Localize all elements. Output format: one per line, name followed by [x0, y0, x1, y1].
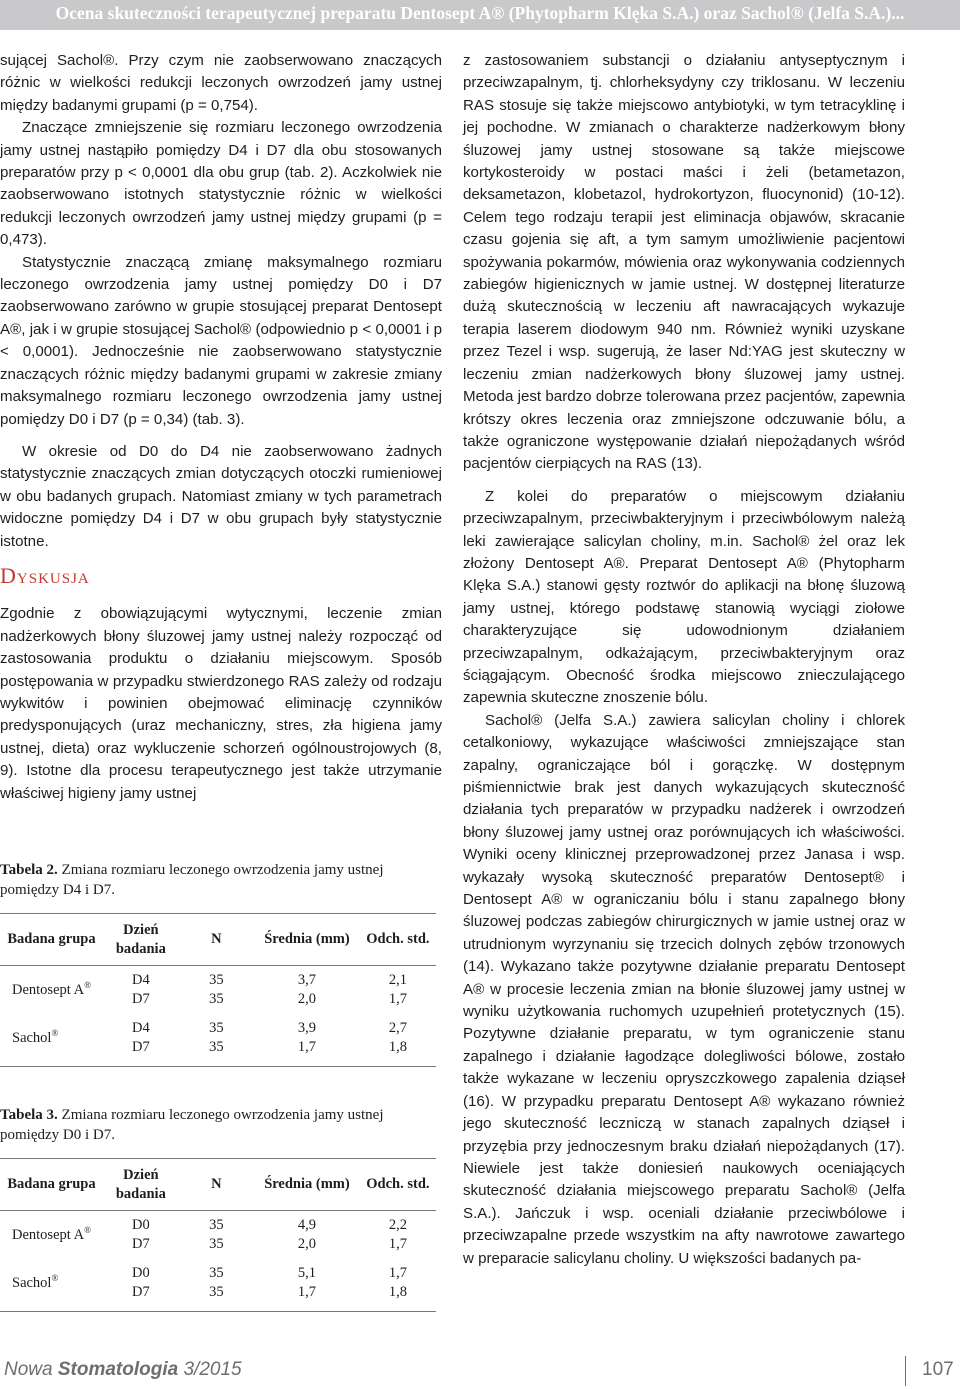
day-cell: D0 D7 [103, 1259, 179, 1312]
table3-label: Tabela 3. [0, 1107, 58, 1123]
sd-cell: 2,1 1,7 [388, 972, 407, 1007]
left-paragraph-3: Statystycznie znaczącą zmianę maksymalnego rozmiaru leczonego owrzodzenia jamy ustnej pomiędzy D0 i D7 zaobserwowano zarówno w grupie stosującej preparat Dentosept A®, jak i w grupie stosującej Sachol® (odpowiednio p < 0,0001 i p < 0,0001). Jednocześnie nie zaobserwowano statystycznie znaczących różnic między badanymi grupami w zakresie zmiany maksymalnego rozmiaru leczonego owrzodzenia jamy ustnej pomiędzy D0 i D7 (p = 0,34) (tab. 3). [0, 253, 442, 428]
n-cell: 35 35 [179, 1014, 254, 1067]
table-row [0, 1211, 436, 1260]
mean-cell: 5,1 1,7 [254, 1259, 360, 1312]
table-row [0, 966, 436, 1015]
day-cell: D4 D7 [131, 972, 150, 1007]
left-paragraph-5: Zgodnie z obowiązującymi wytycznymi, leczenie zmian nadżerkowych błony śluzowej jamy ustnej należy rozpocząć od zastosowania produktu o działaniu miejscowym. Sposób postępowania w przypadku stwierdzonego RAS zależy od rodzaju wykwitów i powinien obejmować eliminację czynników predysponujących (uraz mechaniczny, stres, zła higiena jamy ustnej, dieta) oraz wykluczenie schorzeń ogólnoustrojowych (8, 9). Istotne dla procesu terapeutycznego jest także utrzymanie właściwej higieny jamy ustnej [0, 605, 442, 802]
day-cell: D4 D7 [103, 1014, 179, 1067]
right-paragraph-3: Sachol® (Jelfa S.A.) zawiera salicylan choliny i chlorek cetalkoniowy, wykazujące właściwości zmniejszające stan zapalny, ograniczające ból i gorączkę. W dostępnym piśmiennictwie brak jest danych wykazujących skuteczność działania tych preparatów w przypadku nadżerek i owrzodzeń błony śluzowej jamy ustnej oraz porównujących ich właściwości. Wyniki oceny klinicznej przeprowadzonej przez Janasa i wsp. wykazały wysoką skuteczność preparatów Dentosept® i Dentosept A® w ograniczaniu bólu i stanu zapalnego błony śluzowej podczas zabiegów chirurgicznych w jamie ustnej oraz w utrudnionym wyrzynaniu się trzecich dolnych zębów trzonowych (14). Wykazano także pozytywne działanie preparatu Dentosept A® w procesie leczenia zmian na błonie śluzowej jamy ustnej w wyniku użytkowania ruchomych uzupełnień protetycznych (15). Pozytywne działanie preparatu, w tym ograniczenie stanu zapalnego i działanie łagodzące dolegliwości bólowe, zostało także wykazane w leczeniu opryszczkowego zapalenia dziąseł (16). W przypadku preparatu Dentosept A® wykazano również jego skuteczność leczniczą w stanach zapalnych dziąseł i przyzębia przy jednoczesnym braku działań niepożądanych (17). Niewiele jest także doniesień naukowych oceniających skuteczność działania miejscowego preparatu Sachol® (Jelfa S.A.). Jańczuk i wsp. oceniali działanie przeciwbólowe i przeciwzapalne przede wszystkim na afty nawrotowe zawartego w preparacie salicylanu choliny. U większości badanych pa- [463, 711, 905, 1267]
col-header-group: Badana grupa [0, 914, 103, 966]
col-header-n: N [179, 1159, 254, 1211]
table3-caption [0, 1105, 442, 1145]
running-header-title: Ocena skuteczności terapeutycznej preparatu Dentosept A® (Phytopharm Klęka S.A.) oraz Sachol® (Jelfa S.A.)... [55, 3, 905, 23]
left-paragraph-4: W okresie od D0 do D4 nie zaobserwowano żadnych statystycznie znaczących zmian dotyczących otoczki rumieniowej w obu badanych grupach. Natomiast zmiany w tych parametrach widoczne pomiędzy D4 i D7 w obu grupach były statystycznie istotne. [0, 442, 442, 550]
table-row [0, 1259, 436, 1312]
col-header-mean: Średnia (mm) [254, 914, 360, 966]
sd-cell: 1,7 1,8 [360, 1259, 436, 1312]
table-row [0, 1014, 436, 1067]
mean-cell: 3,7 2,0 [297, 972, 317, 1007]
col-header-day: Dzień badania [103, 1159, 179, 1211]
right-paragraph-2: Z kolei do preparatów o miejscowym działaniu przeciwzapalnym, przeciwbakteryjnym i przeciwbólowym należą leki zawierające salicylan choliny, m.in. Sachol® żel oraz lek złożony Dentosept A®. Preparat Dentosept A® (Phytopharm Klęka S.A.) stanowi gęsty roztwór do aplikacji na błonę śluzową jamy ustnej, którego podstawę stanowią wyciągi ziołowe charakteryzujące się udowodnionym działaniem przeciwzapalnym, odkażającym, przeciwbakteryjnym oraz ściągającym. Obecność środka miejscowo znieczulającego zapewnia skuteczne znoszenie bólu. [463, 487, 905, 707]
sd-cell: 2,7 1,8 [360, 1014, 436, 1067]
right-column [463, 50, 905, 1270]
sd-cell: 2,2 1,7 [388, 1217, 407, 1252]
table2-label: Tabela 2. [0, 862, 58, 878]
day-cell: D0 D7 [131, 1217, 150, 1252]
left-column [0, 50, 442, 805]
table-header-row [0, 1159, 436, 1211]
n-cell: 35 35 [209, 972, 224, 1007]
col-header-mean: Średnia (mm) [254, 1159, 360, 1211]
group-name-cell: Dentosept A® [12, 1224, 91, 1243]
col-header-n: N [179, 914, 254, 966]
section-heading-discussion: Dyskusja [0, 562, 90, 588]
n-cell: 35 35 [209, 1217, 224, 1252]
group-name-cell: Sachol® [0, 1014, 103, 1067]
table-header-row [0, 914, 436, 966]
group-name-cell: Sachol® [0, 1259, 103, 1312]
col-header-day: Dzień badania [103, 914, 179, 966]
table2-caption-text: Zmiana rozmiaru leczonego owrzodzenia jamy ustnej pomiędzy D4 i D7. [0, 862, 384, 898]
left-paragraph-1: sującej Sachol®. Przy czym nie zaobserwowano znaczących różnic w wielkości redukcji leczonych owrzodzeń jamy ustnej między badanymi grupami (p = 0,754). [0, 52, 442, 114]
group-name-cell: Dentosept A® [12, 979, 91, 998]
table3-caption-text: Zmiana rozmiaru leczonego owrzodzenia jamy ustnej pomiędzy D0 i D7. [0, 1107, 384, 1143]
left-paragraph-2: Znaczące zmniejszenie się rozmiaru leczonego owrzodzenia jamy ustnej nastąpiło pomiędzy D4 i D7 dla obu stosowanych preparatów przy p < 0,0001 dla obu grup (tab. 2). Aczkolwiek nie zaobserwowano istotnych statystycznie różnic w wielkości redukcji leczonych owrzodzeń jamy ustnej między grupami (p = 0,473). [0, 119, 442, 249]
footer-journal: Nowa Stomatologia 3/2015 [4, 1359, 242, 1380]
table-3 [0, 1158, 436, 1312]
table-2 [0, 913, 436, 1067]
table2-caption [0, 860, 442, 900]
col-header-sd: Odch. std. [360, 914, 436, 966]
col-header-sd: Odch. std. [360, 1159, 436, 1211]
n-cell: 35 35 [179, 1259, 254, 1312]
col-header-group: Badana grupa [0, 1159, 103, 1211]
right-paragraph-1: z zastosowaniem substancji o działaniu antyseptycznym i przeciwzapalnym, tj. chlorheksydyny czy triklosanu. W leczeniu RAS stosuje się także miejscowo antybiotyki, w tym tetracyklinę i jej pochodne. W zmianach o charakterze nadżerkowym błony śluzowej jamy ustnej stosowane są także miejscowe kortykosteroidy w postaci maści i żeli (betametazon, deksametazon, klobetazol, hydrokortyzon, fluocynonid) (10-12). Celem tego rodzaju terapii jest eliminacja objawów, skracanie czasu gojenia się aft, a tym samym umożliwienie pacjentowi spożywania pokarmów, mówienia oraz wykonywania codziennych zabiegów higienicznych w jamie ustnej. W dostępnej literaturze dużą skutecznością w leczeniu aft nawracających wykazuje terapia laserem diodowym 940 nm. Również wyniki uzyskane przez Tezel i wsp. sugerują, że laser Nd:YAG jest skuteczny w leczeniu zmian nadżerkowych błony śluzowej jamy ustnej. Metoda jest bardzo dobrze tolerowana przez pacjentów, zapewnia krótszy okres leczenia oraz zmniejszone odczuwanie bólu, a także ograniczone występowanie działań niepożądanych wśród pacjentów cierpiących na RAS (13). [463, 52, 905, 473]
page-number: 107 [922, 1359, 954, 1380]
mean-cell: 3,9 1,7 [254, 1014, 360, 1067]
footer-divider [905, 1356, 906, 1386]
mean-cell: 4,9 2,0 [297, 1217, 317, 1252]
